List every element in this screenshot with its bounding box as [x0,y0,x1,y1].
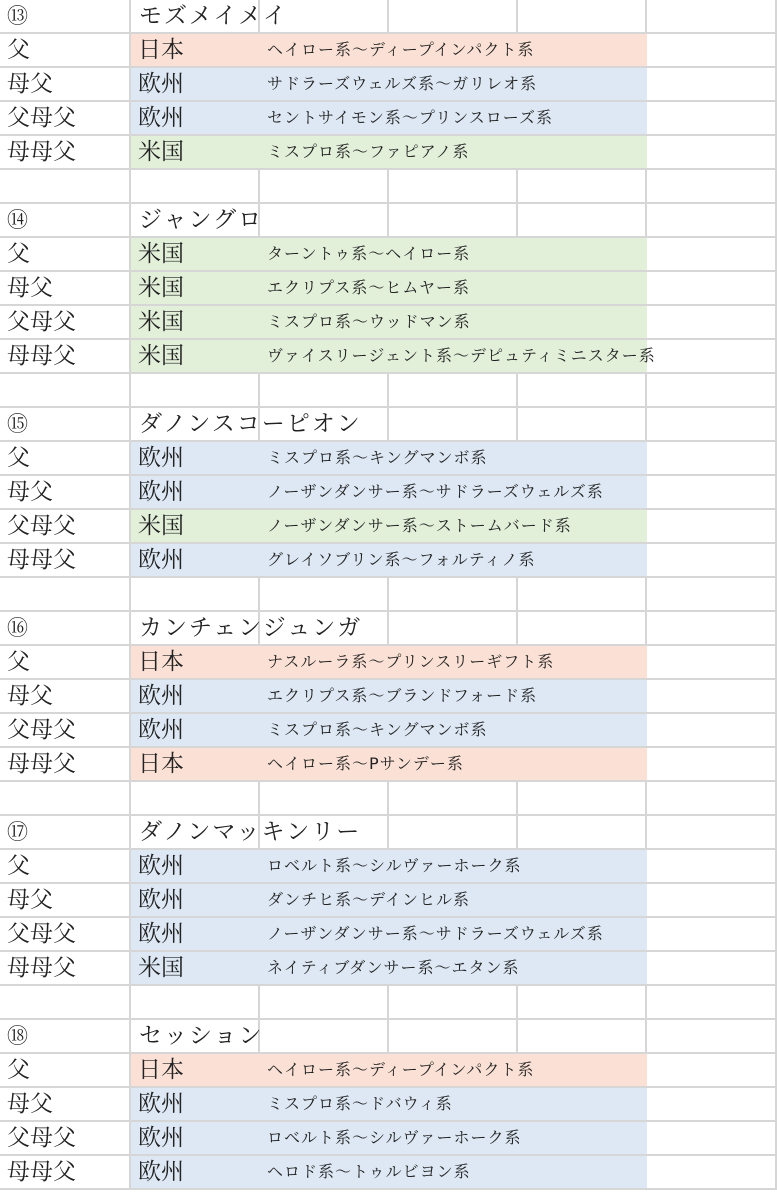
pedigree-row [0,1156,777,1190]
grid-cell[interactable] [389,170,518,204]
region-label: 欧州 [138,479,184,505]
pedigree-row [0,646,777,680]
pedigree-row [0,850,777,884]
pedigree-row [0,1122,777,1156]
section-header-row [0,612,777,646]
lineage-label: ノーザンダンサー系～サドラーズウェルズ系 [267,924,604,943]
region-label: 欧州 [138,887,184,913]
pedigree-row [0,680,777,714]
pedigree-row [0,510,777,544]
region-label: 欧州 [138,71,184,97]
blank-row [0,782,777,816]
grid-cell[interactable] [389,204,518,238]
region-label: 米国 [138,955,184,981]
region-label: 欧州 [138,1159,184,1185]
pedigree-row [0,306,777,340]
grid-cell[interactable] [647,442,777,476]
grid-cell[interactable] [647,34,777,68]
horse-number: ⑱ [7,1024,28,1048]
grid-cell[interactable] [647,374,777,408]
horse-name: ジャングロ [139,207,264,233]
blank-row [0,986,777,1020]
horse-name: ダノンマッキンリー [139,819,362,845]
grid-cell[interactable] [647,408,777,442]
relation-label: 父母父 [7,717,76,743]
grid-cell[interactable] [518,816,647,850]
grid-cell[interactable] [131,986,260,1020]
lineage-label: ミスプロ系～キングマンボ系 [267,720,488,739]
grid-cell[interactable] [131,374,260,408]
grid-cell[interactable] [518,986,647,1020]
grid-cell[interactable] [647,0,777,34]
relation-label: 母母父 [7,751,76,777]
grid-cell[interactable] [647,748,777,782]
pedigree-row [0,340,777,374]
horse-name: モズメイメイ [139,3,288,29]
grid-cell[interactable] [518,170,647,204]
lineage-label: ヘイロー系～ディープインパクト系 [267,1060,535,1079]
grid-cell[interactable] [647,918,777,952]
grid-cell[interactable] [647,272,777,306]
section-header-row [0,816,777,850]
lineage-label: ノーザンダンサー系～ストームバード系 [267,516,572,535]
pedigree-row [0,918,777,952]
grid-cell[interactable] [518,204,647,238]
grid-cell[interactable] [647,306,777,340]
grid-cell[interactable] [389,374,518,408]
grid-cell[interactable] [389,782,518,816]
grid-cell[interactable] [131,782,260,816]
region-label: 米国 [138,241,184,267]
relation-label: 母母父 [7,343,76,369]
relation-label: 母母父 [7,547,76,573]
relation-label: 母母父 [7,955,76,981]
pedigree-row [0,1088,777,1122]
grid-cell[interactable] [647,476,777,510]
region-label: 米国 [138,343,184,369]
grid-cell[interactable] [260,782,389,816]
region-label: 米国 [138,513,184,539]
lineage-label: ミスプロ系～ファピアノ系 [267,142,470,161]
region-label: 米国 [138,275,184,301]
grid-cell[interactable] [647,782,777,816]
lineage-label: グレイソブリン系～フォルティノ系 [267,550,536,569]
pedigree-row [0,714,777,748]
region-label: 日本 [138,649,184,675]
grid-cell[interactable] [518,1020,647,1054]
section-header-row [0,1020,777,1054]
grid-cell[interactable] [647,544,777,578]
grid-cell[interactable] [389,408,518,442]
relation-label: 父母父 [7,921,76,947]
section-header-row [0,0,777,34]
grid-cell[interactable] [647,102,777,136]
grid-cell[interactable] [647,986,777,1020]
horse-number: ⑭ [7,208,28,232]
blank-row [0,578,777,612]
relation-label: 父 [7,1057,30,1083]
section-header-row [0,204,777,238]
relation-label: 父 [7,37,30,63]
lineage-label: ヘロド系～トゥルビヨン系 [267,1162,471,1181]
relation-label: 父 [7,241,30,267]
grid-cell[interactable] [0,170,131,204]
grid-cell[interactable] [647,204,777,238]
lineage-label: サドラーズウェルズ系～ガリレオ系 [267,74,538,93]
region-label: 欧州 [138,717,184,743]
grid-cell[interactable] [647,1020,777,1054]
grid-cell[interactable] [518,0,647,34]
grid-cell[interactable] [647,170,777,204]
pedigree-row [0,272,777,306]
grid-cell[interactable] [0,578,131,612]
grid-cell[interactable] [647,510,777,544]
grid-cell[interactable] [647,238,777,272]
pedigree-row [0,952,777,986]
lineage-label: ノーザンダンサー系～サドラーズウェルズ系 [267,482,604,501]
region-label: 欧州 [138,1125,184,1151]
lineage-label: エクリプス系～ブランドフォード系 [267,686,538,705]
grid-cell[interactable] [518,578,647,612]
grid-cell[interactable] [647,1054,777,1088]
pedigree-row [0,544,777,578]
pedigree-row [0,476,777,510]
relation-label: 母母父 [7,1159,76,1185]
pedigree-row [0,748,777,782]
lineage-label: ミスプロ系～ドバウィ系 [267,1094,453,1113]
grid-cell[interactable] [647,612,777,646]
grid-cell[interactable] [647,1088,777,1122]
horse-number: ⑮ [7,412,28,436]
horse-name: セッション [139,1023,264,1049]
blank-row [0,374,777,408]
lineage-label: ネイティブダンサー系～エタン系 [267,958,520,977]
relation-label: 母父 [7,479,53,505]
lineage-label: ヴァイスリージェント系～デピュティミニスター系 [267,346,656,365]
region-label: 日本 [138,37,184,63]
lineage-label: ナスルーラ系～プリンスリーギフト系 [267,652,555,671]
grid-cell[interactable] [0,374,131,408]
lineage-label: ヘイロー系～Pサンデー系 [267,754,464,773]
lineage-label: ミスプロ系～ウッドマン系 [267,312,471,331]
region-label: 欧州 [138,853,184,879]
pedigree-row [0,34,777,68]
grid-cell[interactable] [518,408,647,442]
pedigree-row [0,238,777,272]
relation-label: 母父 [7,683,53,709]
lineage-label: ロベルト系～シルヴァーホーク系 [267,1128,522,1147]
region-label: 欧州 [138,105,184,131]
relation-label: 父母父 [7,105,76,131]
grid-cell[interactable] [131,578,260,612]
pedigree-row [0,442,777,476]
grid-cell[interactable] [260,1020,389,1054]
grid-cell[interactable] [389,986,518,1020]
region-label: 日本 [138,751,184,777]
grid-cell[interactable] [389,612,518,646]
region-label: 欧州 [138,547,184,573]
grid-cell[interactable] [518,782,647,816]
region-label: 日本 [138,1057,184,1083]
horse-number: ⑯ [7,616,28,640]
lineage-label: ターントゥ系～ヘイロー系 [267,244,471,263]
grid-cell[interactable] [389,1020,518,1054]
region-label: 欧州 [138,1091,184,1117]
blank-row [0,170,777,204]
grid-cell[interactable] [389,816,518,850]
pedigree-row [0,1054,777,1088]
horse-name: カンチェンジュンガ [139,615,363,641]
grid-cell[interactable] [647,340,777,374]
lineage-label: ミスプロ系～キングマンボ系 [267,448,488,467]
grid-cell[interactable] [647,850,777,884]
grid-cell[interactable] [647,1122,777,1156]
lineage-label: エクリプス系～ヒムヤー系 [267,278,471,297]
grid-cell[interactable] [260,578,389,612]
grid-cell[interactable] [647,578,777,612]
region-label: 米国 [138,139,184,165]
grid-cell[interactable] [647,680,777,714]
region-label: 欧州 [138,445,184,471]
grid-cell[interactable] [260,374,389,408]
pedigree-row [0,68,777,102]
region-label: 欧州 [138,683,184,709]
grid-cell[interactable] [389,0,518,34]
grid-cell[interactable] [518,612,647,646]
grid-cell[interactable] [518,374,647,408]
pedigree-row [0,102,777,136]
horse-number: ⑬ [7,4,28,28]
horse-name: ダノンスコーピオン [139,411,362,437]
relation-label: 父母父 [7,309,76,335]
grid-cell[interactable] [647,816,777,850]
lineage-label: ヘイロー系～ディープインパクト系 [267,40,535,59]
grid-cell[interactable] [647,884,777,918]
grid-cell[interactable] [0,782,131,816]
horse-number: ⑰ [7,820,28,844]
grid-cell[interactable] [647,714,777,748]
grid-cell[interactable] [647,646,777,680]
grid-cell[interactable] [260,204,389,238]
relation-label: 母父 [7,887,53,913]
pedigree-row [0,136,777,170]
relation-label: 母父 [7,275,53,301]
relation-label: 父 [7,445,30,471]
grid-cell[interactable] [260,986,389,1020]
grid-cell[interactable] [647,952,777,986]
relation-label: 母母父 [7,139,76,165]
lineage-label: ロベルト系～シルヴァーホーク系 [267,856,522,875]
relation-label: 母父 [7,1091,53,1117]
grid-cell[interactable] [131,170,260,204]
relation-label: 父母父 [7,1125,76,1151]
relation-label: 父 [7,853,30,879]
region-label: 欧州 [138,921,184,947]
grid-cell[interactable] [0,986,131,1020]
grid-cell[interactable] [647,136,777,170]
grid-cell[interactable] [389,578,518,612]
relation-label: 父母父 [7,513,76,539]
relation-label: 父 [7,649,30,675]
lineage-label: セントサイモン系～プリンスローズ系 [267,108,553,127]
grid-cell[interactable] [260,170,389,204]
relation-label: 母父 [7,71,53,97]
grid-cell[interactable] [647,68,777,102]
region-label: 米国 [138,309,184,335]
pedigree-row [0,884,777,918]
lineage-label: ダンチヒ系～デインヒル系 [267,890,471,909]
section-header-row [0,408,777,442]
grid-cell[interactable] [647,1156,777,1190]
